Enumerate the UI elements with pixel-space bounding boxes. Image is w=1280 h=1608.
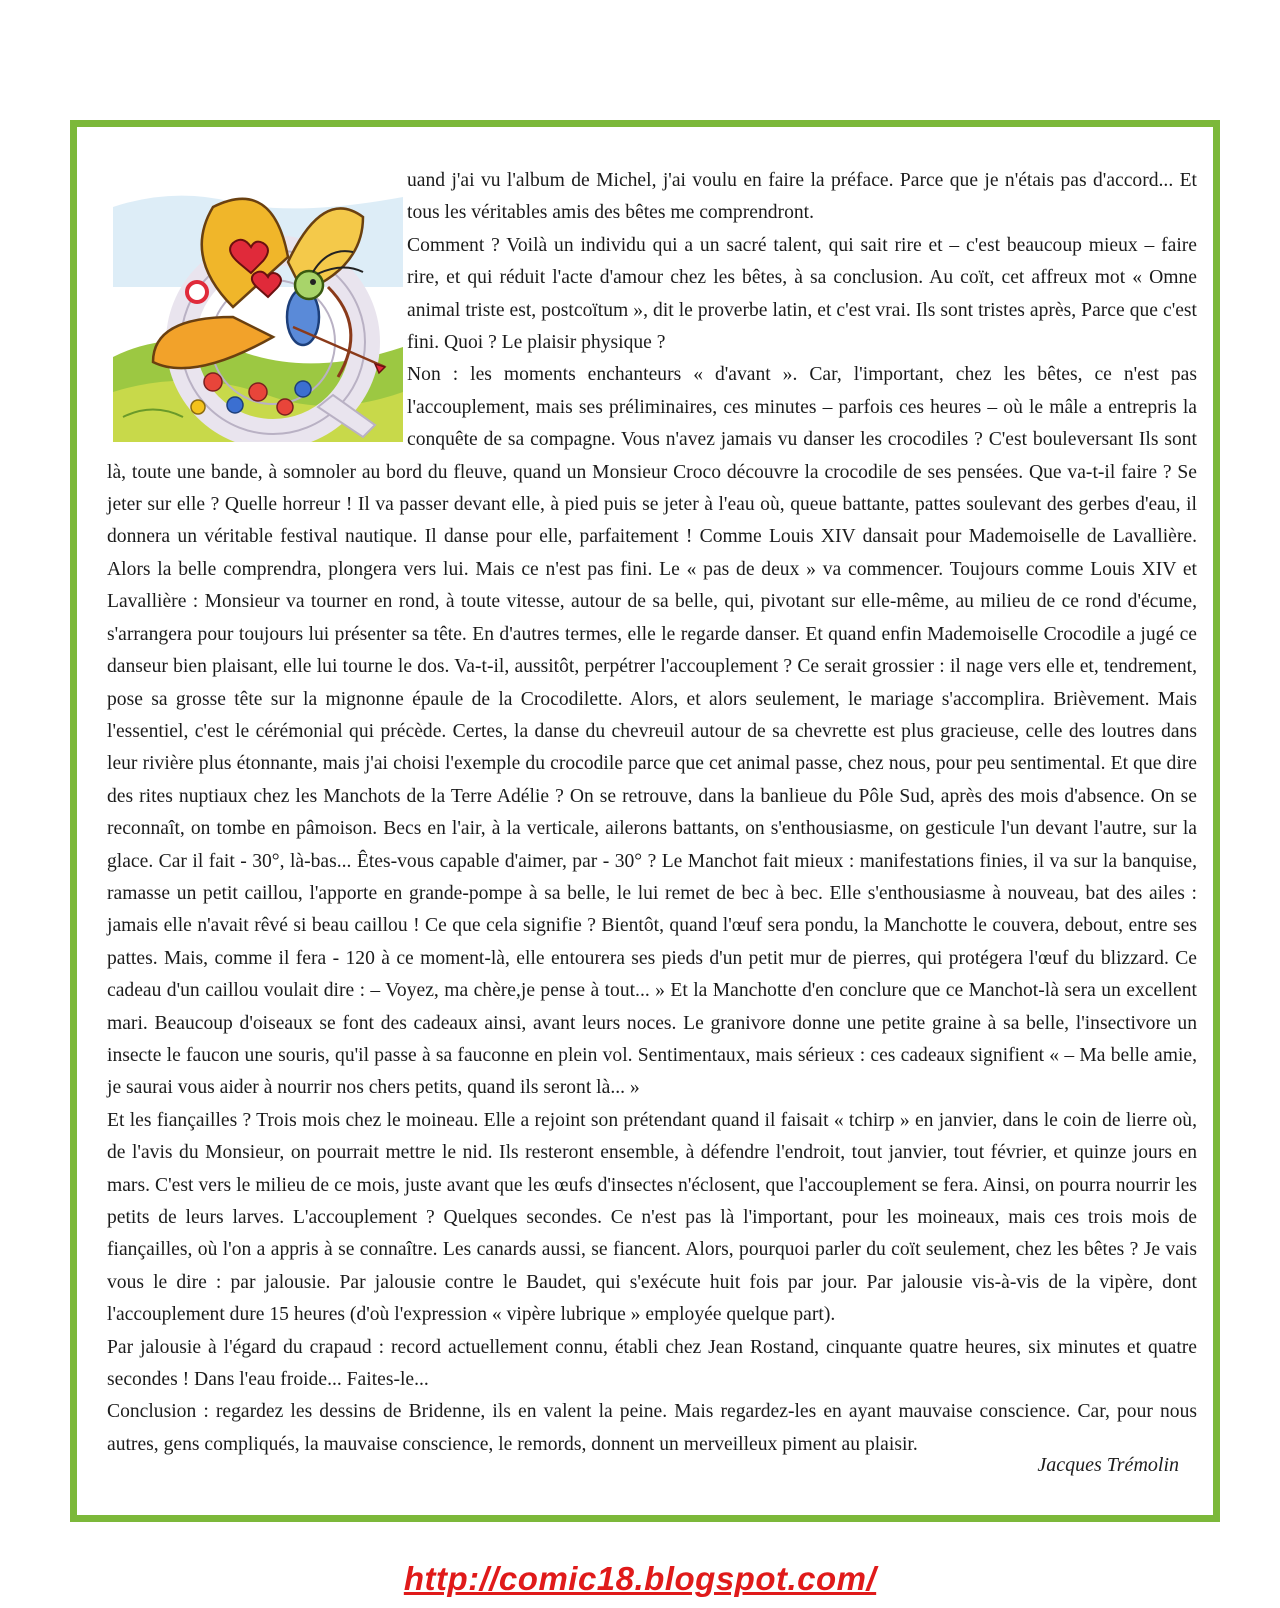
preface-paragraph-5: Par jalousie à l'égard du crapaud : record actuellement connu, établi chez Jean Rostand, cinquante quatre heures, six minutes et quatre secondes ! Dans l'eau froide... Faites-le... [107,1336,1197,1391]
drop-cap-spacer [107,165,407,453]
preface-paragraph-1: uand j'ai vu l'album de Michel, j'ai voulu en faire la préface. Parce que je n'étais pas d'accord... Et tous les véritables amis des bêtes me comprendront. [407,170,1197,224]
preface-frame [70,120,1220,1522]
preface-paragraph-6: Conclusion : regardez les dessins de Bridenne, ils en valent la peine. Mais regardez-les en ayant mauvaise conscience. Car, pour nous autres, gens compliqués, la mauvaise conscience, le remords, donnent un merveilleux piment au plaisir. [107,1401,1197,1455]
preface-text [107,165,1197,1461]
preface-paragraph-2: Comment ? Voilà un individu qui a un sacré talent, qui sait rire et – c'est beaucoup mieux – faire rire, et qui réduit l'acte d'amour chez les bêtes, à sa conclusion. Au coït, cet affreux mot « Omne animal triste est, postcoïtum », dit le proverbe latin, et c'est vrai. Ils sont tristes après, Parce que c'est fini. Quoi ? Le plaisir physique ? [407,234,1197,354]
preface-paragraph-4: Et les fiançailles ? Trois mois chez le moineau. Elle a rejoint son prétendant quand il faisait « tchirp » en janvier, dans le coin de lierre où, de l'avis du Monsieur, on pourrait mettre le nid. Ils resteront ensemble, à défendre l'endroit, tout janvier, tout février, et quinze jours en mars. C'est vers le milieu de ce mois, juste avant que les œufs d'insectes n'éclosent, que l'accouplement se fera. Ainsi, on pourra nourrir les petits de leurs larves. L'accouplement ? Quelques secondes. Ce n'est pas là l'important, pour les moineaux, mais ces trois mois de fiançailles, où l'on a appris à se connaître. Les canards aussi, se fiancent. Alors, pourquoi parler du coït seulement, chez les bêtes ? Je vais vous le dire : par jalousie. Par jalousie contre le Baudet, qui s'exécute huit fois par jour. Par jalousie vis-à-vis de la vipère, dont l'accouplement dure 15 heures (d'où l'expression « vipère lubrique » employée quelque part). [107,1109,1197,1326]
preface-paragraph-3: Non : les moments enchanteurs « d'avant ». Car, l'important, chez les bêtes, ce n'est pas l'accouplement, mais ses préliminaires, ces minutes – parfois ces heures – où le mâle a entrepris la conquête de sa compagne. Vous n'avez jamais vu danser les crocodiles ? C'est bouleversant Ils sont là, toute une bande, à somnoler au bord du fleuve, quand un Monsieur Croco découvre la crocodile de ses pensées. Que va-t-il faire ? Se jeter sur elle ? Quelle horreur ! Il va passer devant elle, à pied puis se jeter à l'eau où, queue battante, pattes soulevant des gerbes d'eau, il donnera un véritable festival nautique. Il danse pour elle, parfaitement ! Comme Louis XIV dansait pour Mademoiselle de Lavallière. Alors la belle comprendra, plongera vers lui. Mais ce n'est pas fini. Le « pas de deux » va commencer. Toujours comme Louis XIV et Lavallière : Monsieur va tourner en rond, à toute vitesse, autour de sa belle, qui, pivotant sur elle-même, au milieu de ce rond d'écume, s'arrangera pour toujours lui présenter sa tête. En d'autres termes, elle le regarde danser. Et quand enfin Mademoiselle Crocodile a jugé ce danseur bien plaisant, elle lui tourne le dos. Va-t-il, aussitôt, perpétrer l'accouplement ? Ce serait grossier : il nage vers elle et, tendrement, pose sa grosse tête sur la mignonne épaule de la Crocodilette. Alors, et alors seulement, le mariage s'accomplira. Brièvement. Mais l'essentiel, c'est le cérémonial qui précède. Certes, la danse du chevreuil autour de sa chevrette est plus gracieuse, celle des loutres dans leur rivière plus étonnante, mais j'ai choisi l'exemple du crocodile parce que cet animal passe, chez nous, pour peu sentimental. Et que dire des rites nuptiaux chez les Manchots de la Terre Adélie ? On se retrouve, dans la banlieue du Pôle Sud, après des mois d'absence. On se reconnaît, on tombe en pâmoison. Becs en l'air, à la verticale, ailerons battants, on s'enthousiasme, on gesticule l'un devant l'autre, sur la glace. Car il fait - 30°, là-bas... Êtes-vous capable d'aimer, par - 30° ? Le Manchot fait mieux : manifestations finies, il va sur la banquise, ramasse un petit caillou, l'apporte en grande-pompe à sa belle, le lui remet de bec à bec. Elle s'enthousiasme à nouveau, bat des ailes : jamais elle n'avait rêvé si beau caillou ! Ce que cela signifie ? Bientôt, quand l'œuf sera pondu, la Manchotte le couvera, debout, entre ses pattes. Mais, comme il fera - 120 à ce moment-là, elle entourera ses pieds d'un petit mur de pierres, qui protégera l'œuf du blizzard. Ce cadeau d'un caillou voulait dire : – Voyez, ma chère,je pense à tout... » Et la Manchotte d'en conclure que ce Manchot-là sera un excellent mari. Beaucoup d'oiseaux se font des cadeaux ainsi, avant leurs noces. Le granivore donne une petite graine à sa belle, l'insectivore un insecte le faucon une souris, qu'il passe à sa fauconne en plein vol. Sentimentaux, mais sérieux : ces cadeaux signifient « – Ma belle amie, je saurai vous aider à nourrir nos chers petits, quand ils seront là... » [107,364,1197,1099]
blog-url-link[interactable]: http://comic18.blogspot.com/ [403,1560,877,1597]
author-signature: Jacques Trémolin [1037,1454,1179,1476]
